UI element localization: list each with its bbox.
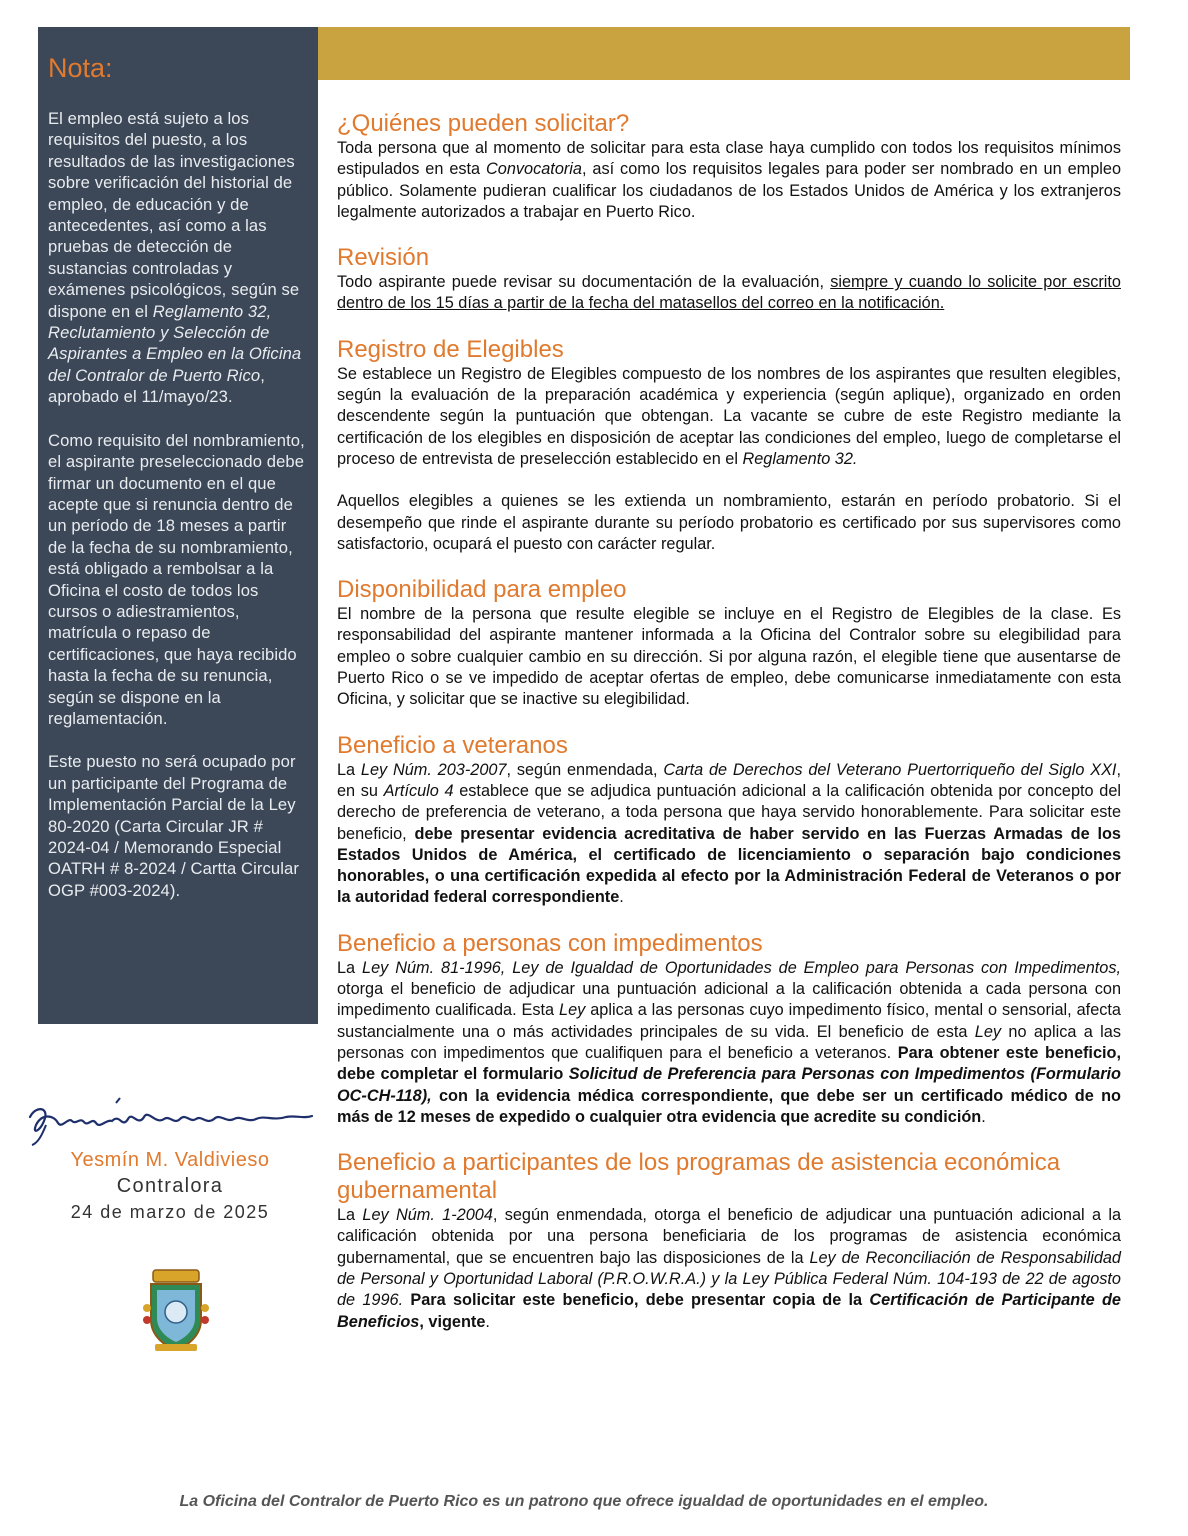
section-text: El nombre de la persona que resulte elegible se incluye en el Registro de Elegibles de la clase. Es responsabilidad del aspirante mantener informada a la Oficina del Contralor sobre su elegibilidad para empleo o sobre cualquier cambio en su dirección. Si por alguna razón, el elegible tiene que ausentarse de Puerto Rico o se ve impedido de aceptar ofertas de empleo, debe comunicarse inmediatamente con esta Oficina, y solicitar que se inactive su elegibilidad. bbox=[337, 605, 1121, 709]
section-text: La Ley Núm. 203-2007, según enmendada, Carta de Derechos del Veterano Puertorriqueño del Siglo XXI, en su Artículo 4 establece que se adjudica puntuación adicional a la calificación obtenida por concepto del derecho de preferencia de veterano, a toda persona que haya servido honorablemente. Para solicitar este beneficio, debe presentar evidencia acreditativa de haber servido en las Fuerzas Armadas de los Estados Unidos de América, el certificado de licenciamiento o separación bajo condiciones honorables, o una certificación expedida al efecto por la Administración Federal de Veteranos o por la autoridad federal correspondiente. bbox=[337, 760, 1121, 907]
section-quienes bbox=[337, 110, 1121, 223]
signature-date: 24 de marzo de 2025 bbox=[70, 1202, 270, 1222]
section-text: Todo aspirante puede revisar su documentación de la evaluación, siempre y cuando lo solicite por escrito dentro de los 15 días a partir de la fecha del matasellos del correo en la notificación. bbox=[337, 273, 1121, 313]
section-heading: Beneficio a participantes de los programas de asistencia económica gubernamental bbox=[337, 1149, 1061, 1205]
section-asistencia bbox=[337, 1149, 1121, 1333]
section-impedimentos bbox=[337, 930, 1121, 1128]
section-revision bbox=[337, 244, 1121, 315]
section-registro bbox=[337, 336, 1121, 555]
section-text: La Ley Núm. 81-1996, Ley de Igualdad de Oportunidades de Empleo para Personas con Impedimentos, otorga el beneficio de adjudicar una puntuación adicional a la calificación obtenida a cada persona con impedimento cualificada. Esta Ley aplica a las personas cuyo impedimento físico, mental o sensorial, afecta sustancialmente una o más actividades principales de su vida. El beneficio de esta Ley no aplica a las personas con impedimentos que cualifiquen para el beneficio a veteranos. Para obtener este beneficio, debe completar el formulario Solicitud de Preferencia para Personas con Impedimentos (Formulario OC-CH-118), con la evidencia médica correspondiente, que debe ser un certificado médico de no más de 12 meses de expedido o cualquier otra evidencia que acredite su condición. bbox=[337, 958, 1121, 1126]
signer-title: Contralora bbox=[116, 1175, 224, 1197]
section-heading: Beneficio a veteranos bbox=[337, 731, 568, 759]
signature-block bbox=[20, 1095, 320, 1223]
main-content bbox=[337, 110, 1121, 1354]
section-text: La Ley Núm. 1-2004, según enmendada, otorga el beneficio de adjudicar una puntuación adicional a la calificación obtenida por una persona beneficiaria de los programas de asistencia económica gubernamental, que se encuentren bajo las disposiciones de la Ley de Reconciliación de Responsabilidad de Personal y Oportunidad Laboral (P.R.O.W.R.A.) y la Ley Pública Federal Núm. 104-193 de 22 de agosto de 1996. Para solicitar este beneficio, debe presentar copia de la Certificación de Participante de Beneficios, vigente. bbox=[337, 1206, 1121, 1331]
signer-name: Yesmín M. Valdivieso bbox=[70, 1149, 270, 1171]
section-veteranos bbox=[337, 732, 1121, 909]
note-paragraph-1: El empleo está sujeto a los requisitos del puesto, a los resultados de las investigaciones sobre verificación del historial de empleo, de educación y de antecedentes, así como a las pruebas de detección de sustancias controladas y exámenes psicológicos, según se dispone en el Reglamento 32, Reclutamiento y Selección de Aspirantes a Empleo en la Oficina del Contralor de Puerto Rico, aprobado el 11/mayo/23. bbox=[48, 109, 302, 407]
section-heading: Revisión bbox=[337, 244, 430, 272]
note-title: Nota: bbox=[48, 53, 113, 83]
note-sidebar bbox=[38, 27, 318, 1024]
section-heading: Beneficio a personas con impedimentos bbox=[337, 929, 763, 957]
section-heading: Disponibilidad para empleo bbox=[337, 576, 627, 604]
footer-equal-opportunity: La Oficina del Contralor de Puerto Rico es un patrono que ofrece igualdad de oportunidades en el empleo. bbox=[179, 1493, 989, 1510]
section-text: Se establece un Registro de Elegibles compuesto de los nombres de los aspirantes que resulten elegibles, según la evaluación de la preparación académica y experiencia (según aplique), organizado en orden descendente según la puntuación que obtengan. La vacante se cubre de este Registro mediante la certificación de los elegibles en disposición de aceptar las condiciones del empleo, luego de completarse el proceso de entrevista de preselección establecido en el Reglamento 32. bbox=[337, 364, 1121, 468]
section-heading: ¿Quiénes pueden solicitar? bbox=[337, 110, 630, 137]
note-paragraph-2: Como requisito del nombramiento, el aspirante preseleccionado debe firmar un documento en el que acepte que si renuncia dentro de un período de 18 meses a partir de la fecha de su nombramiento, está obligado a rembolsar a la Oficina el costo de todos los cursos o adiestramientos, matrícula o repaso de certificaciones, que haya recibido hasta la fecha de su renuncia, según se dispone en la reglamentación. bbox=[48, 430, 305, 728]
handwritten-signature bbox=[20, 1095, 320, 1147]
note-paragraph-3: Este puesto no será ocupado por un participante del Programa de Implementación Parcial de la Ley 80-2020 (Carta Circular JR # 2024-04 / Memorando Especial OATRH # 8-2024 / Cartta Circular OGP #003-2024). bbox=[48, 752, 299, 900]
official-seal-icon bbox=[141, 1268, 211, 1354]
section-text: Toda persona que al momento de solicitar para esta clase haya cumplido con todos los requisitos mínimos estipulados en esta Convocatoria, así como los requisitos legales para poder ser nombrado en un empleo público. Solamente pudieran cualificar los ciudadanos de los Estados Unidos de América y los extranjeros legalmente autorizados a trabajar en Puerto Rico. bbox=[337, 139, 1121, 221]
section-disponibilidad bbox=[337, 576, 1121, 710]
section-heading: Registro de Elegibles bbox=[337, 335, 564, 363]
header-bar bbox=[318, 27, 1130, 80]
section-text: Aquellos elegibles a quienes se les extienda un nombramiento, estarán en período probatorio. Si el desempeño que rinde el aspirante durante su período probatorio es certificado por sus supervisores como satisfactorio, ocupará el puesto con carácter regular. bbox=[337, 492, 1121, 553]
